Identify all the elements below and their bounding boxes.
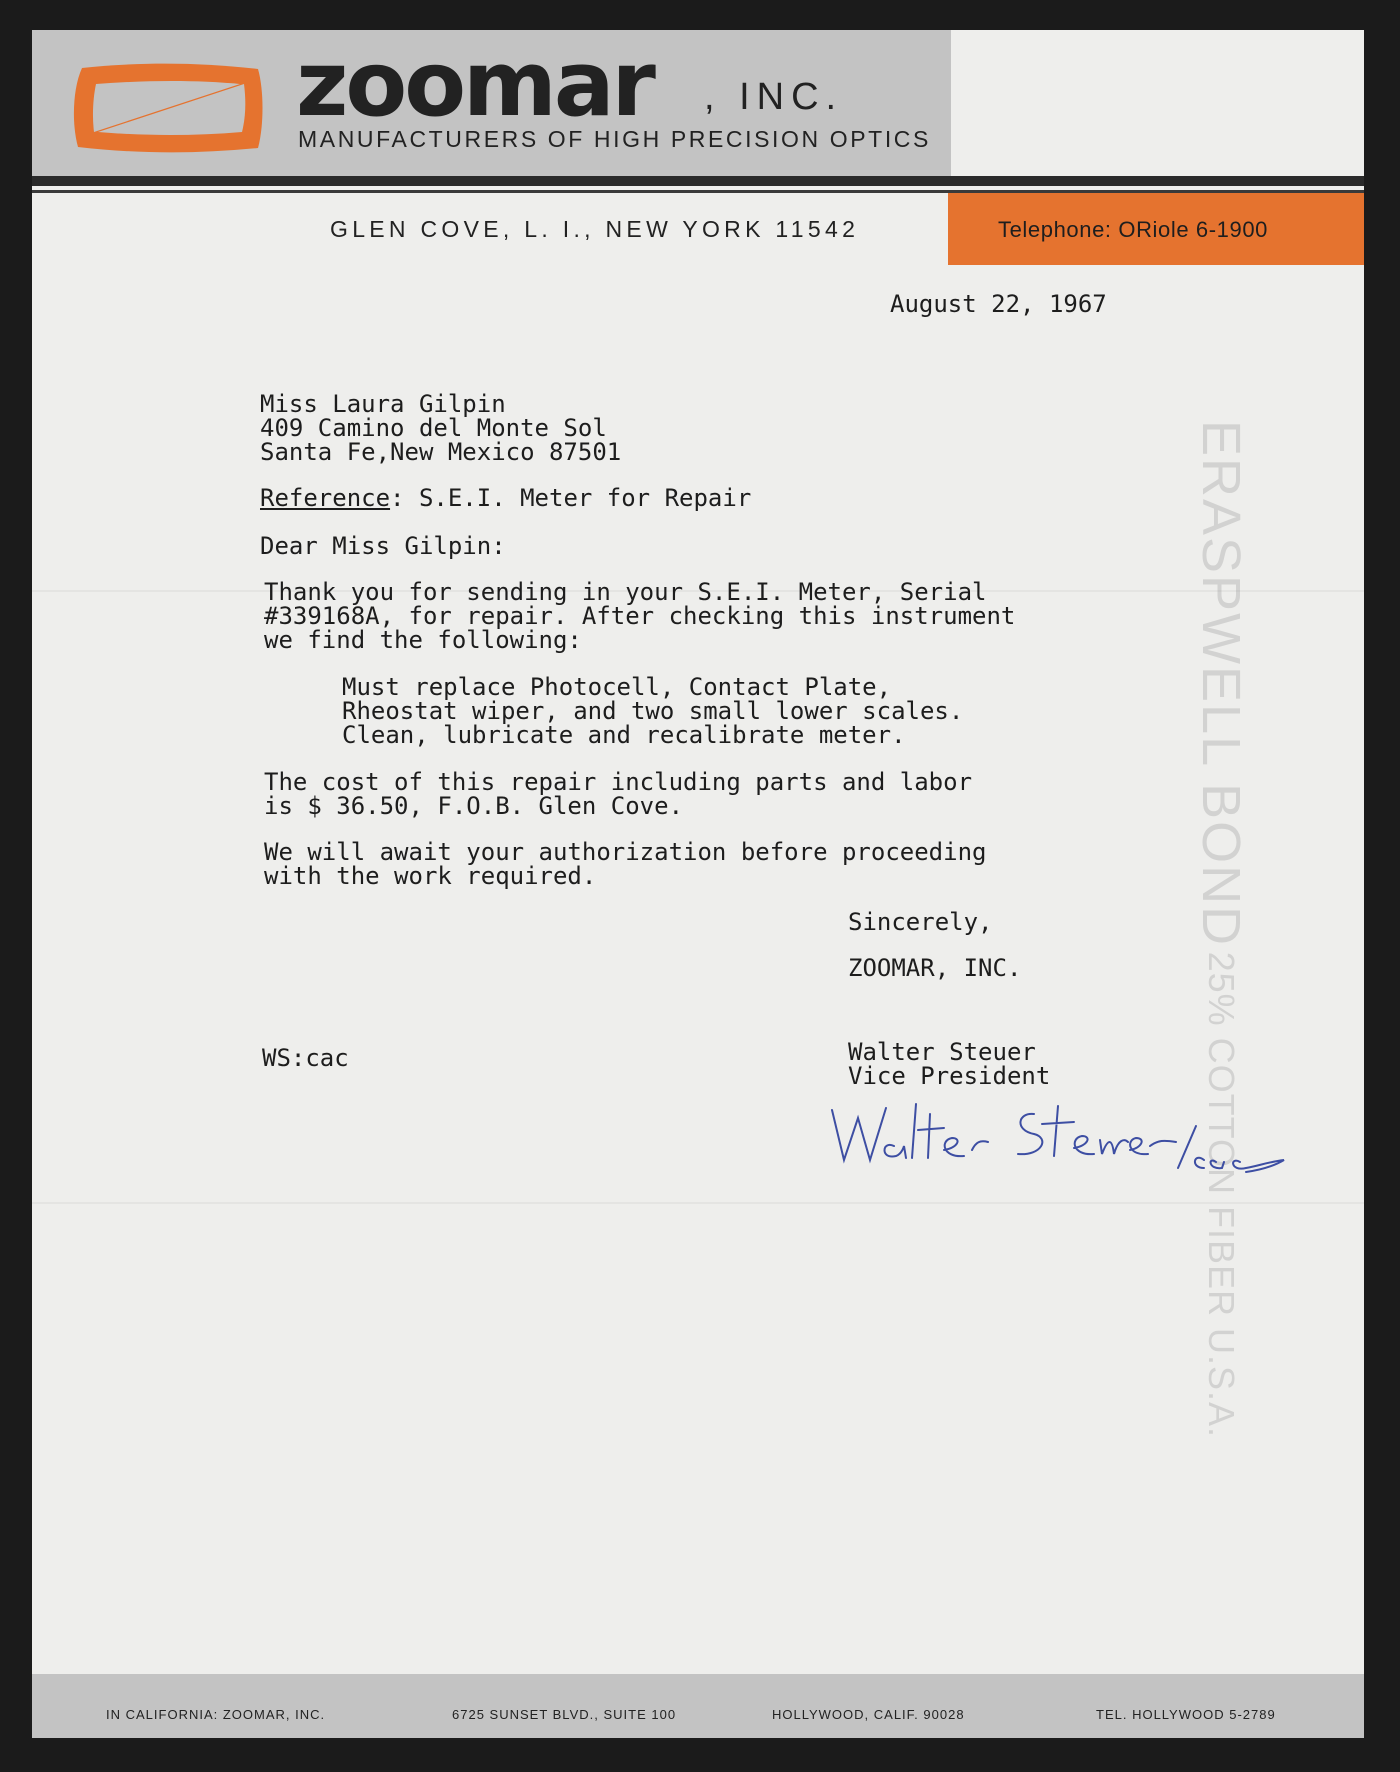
paper-fold <box>32 1202 1364 1204</box>
recipient-line: Santa Fe,New Mexico 87501 <box>260 438 622 466</box>
repair-item: Rheostat wiper, and two small lower scales. <box>342 697 964 725</box>
recipient-line: Miss Laura Gilpin <box>260 390 506 418</box>
footer-street: 6725 SUNSET BLVD., SUITE 100 <box>452 1707 677 1722</box>
repair-item: Clean, lubricate and recalibrate meter. <box>342 721 906 749</box>
paragraph-line: The cost of this repair including parts and labor <box>264 768 973 796</box>
letterhead-rule <box>32 176 1364 186</box>
paragraph-line: We will await your authorization before proceeding <box>264 838 987 866</box>
signer-title: Vice President <box>848 1062 1051 1090</box>
repair-item: Must replace Photocell, Contact Plate, <box>342 673 892 701</box>
footer-city: HOLLYWOOD, CALIF. 90028 <box>772 1707 965 1722</box>
brand-tagline: MANUFACTURERS OF HIGH PRECISION OPTICS <box>298 126 931 152</box>
zoomar-logo-icon <box>68 60 268 156</box>
reference-label: Reference <box>260 484 391 512</box>
letter-date: August 22, 1967 <box>890 290 1107 318</box>
paragraph-line: is $ 36.50, F.O.B. Glen Cove. <box>264 792 684 820</box>
phone-block <box>948 193 1364 265</box>
brand-name: zoomar <box>296 32 653 137</box>
watermark-brand: ERASPWELL BOND <box>1191 420 1251 948</box>
paragraph-line: Thank you for sending in your S.E.I. Meter, Serial <box>264 578 987 606</box>
letter-page <box>32 30 1364 1738</box>
recipient-line: 409 Camino del Monte Sol <box>260 414 607 442</box>
paragraph-line: with the work required. <box>264 862 597 890</box>
typist-initials: WS:cac <box>262 1044 349 1072</box>
paper-watermark <box>1190 420 1252 1438</box>
signature-icon <box>812 1090 1292 1190</box>
salutation: Dear Miss Gilpin: <box>260 532 506 560</box>
signer-name: Walter Steuer <box>848 1038 1036 1066</box>
footer-location: IN CALIFORNIA: ZOOMAR, INC. <box>106 1707 326 1722</box>
company-phone: Telephone: ORiole 6-1900 <box>998 217 1269 242</box>
footer-band <box>32 1674 1364 1738</box>
reference-text: : S.E.I. Meter for Repair <box>390 484 752 512</box>
footer-tel: TEL. HOLLYWOOD 5-2789 <box>1096 1707 1276 1722</box>
company-signoff: ZOOMAR, INC. <box>848 954 1022 982</box>
reference-line <box>260 486 751 510</box>
company-address: GLEN COVE, L. I., NEW YORK 11542 <box>330 216 860 242</box>
paragraph-line: #339168A, for repair. After checking this instrument <box>264 602 1016 630</box>
brand-suffix: , INC. <box>704 76 844 118</box>
closing: Sincerely, <box>848 908 993 936</box>
paragraph-line: we find the following: <box>264 626 582 654</box>
watermark-fiber: 25% COTTON FIBER U.S.A. <box>1201 951 1242 1439</box>
